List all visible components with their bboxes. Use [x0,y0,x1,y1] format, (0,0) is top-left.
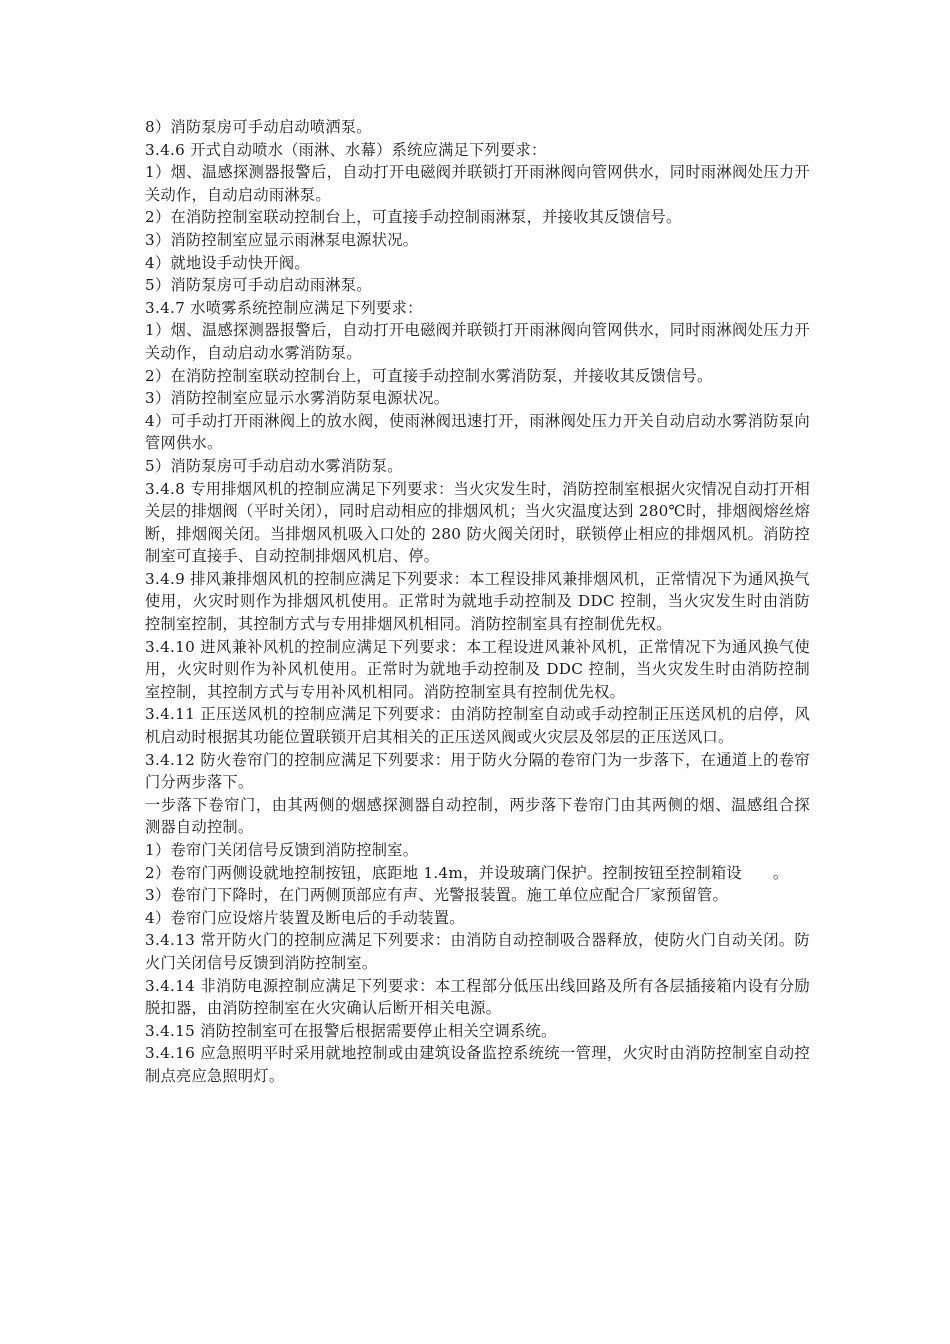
rolling-door-item-3: 3）卷帘门下降时，在门两侧顶部应有声、光警报装置。施工单位应配合厂家预留管。 [145,886,728,905]
deluge-item-3: 3）消防控制室应显示雨淋泵电源状况。 [145,230,419,249]
section-3-4-8: 3.4.8 专用排烟风机的控制应满足下列要求：当火灾发生时，消防控制室根据火灾情况自动打开相关层的排烟阀（平时关闭），同时启动相应的排烟风机；当火灾温度达到 280℃时，排烟阀熔丝熔断，排烟阀关闭。当排烟风机吸入口处的 280 防火阀关闭时，联锁停止相应的排烟风机。消防控制室可直接手、自动控制排烟风机启、停。 [145,479,810,566]
section-3-4-15: 3.4.15 消防控制室可在报警后根据需要停止相关空调系统。 [145,1021,557,1040]
water-mist-item-2: 2）在消防控制室联动控制台上，可直接手动控制水雾消防泵，并接收其反馈信号。 [145,366,713,385]
section-3-4-16: 3.4.16 应急照明平时采用就地控制或由建筑设备监控系统统一管理，火灾时由消防控制室自动控制点亮应急照明灯。 [145,1044,810,1085]
deluge-item-5: 5）消防泵房可手动启动雨淋泵。 [145,276,372,295]
rolling-door-control-note: 一步落下卷帘门，由其两侧的烟感探测器自动控制，两步落下卷帘门由其两侧的烟、温感组合探测器自动控制。 [145,795,810,837]
section-3-4-13: 3.4.13 常开防火门的控制应满足下列要求：由消防自动控制吸合器释放，使防火门自动关闭。防火门关闭信号反馈到消防控制室。 [145,931,810,972]
rolling-door-item-1: 1）卷帘门关闭信号反馈到消防控制室。 [145,841,419,859]
water-mist-item-3: 3）消防控制室应显示水雾消防泵电源状况。 [145,389,450,408]
deluge-item-2: 2）在消防控制室联动控制台上，可直接手动控制雨淋泵，并接收其反馈信号。 [145,208,682,227]
water-mist-item-4: 4）可手动打开雨淋阀上的放水阀，使雨淋阀迅速打开，雨淋阀处压力开关自动启动水雾消防泵向管网供水。 [145,411,810,453]
rolling-door-item-2: 2）卷帘门两侧设就地控制按钮，底距地 1.4m，并设玻璃门保护。控制按钮至控制箱设 。 [145,863,789,882]
section-3-4-10: 3.4.10 进风兼补风机的控制应满足下列要求：本工程设进风兼补风机，正常情况下为通风换气使用，火灾时则作为补风机使用。正常时为就地手动控制及 DDC 控制，当火灾发生时由消防控制室控制，其控制方式与专用补风机相同。消防控制室具有控制优先权。 [145,637,810,701]
item-8-sprinkler-pump: 8）消防泵房可手动启动喷洒泵。 [145,118,372,136]
section-3-4-11: 3.4.11 正压送风机的控制应满足下列要求：由消防控制室自动或手动控制正压送风机的启停，风机启动时根据其功能位置联锁开启其相关的正压送风阀或火灾层及邻层的正压送风口。 [145,705,810,747]
rolling-door-item-4: 4）卷帘门应设熔片装置及断电后的手动装置。 [145,908,465,927]
section-3-4-12: 3.4.12 防火卷帘门的控制应满足下列要求：用于防火分隔的卷帘门为一步落下，在通道上的卷帘门分两步落下。 [145,750,810,792]
document-body [145,116,810,1088]
water-mist-item-5: 5）消防泵房可手动启动水雾消防泵。 [145,456,403,475]
section-3-4-14: 3.4.14 非消防电源控制应满足下列要求：本工程部分低压出线回路及所有各层插接箱内设有分励脱扣器，由消防控制室在火灾确认后断开相关电源。 [145,976,810,1018]
water-mist-item-1: 1）烟、温感探测器报警后，自动打开电磁阀并联锁打开雨淋阀向管网供水，同时雨淋阀处压力开关动作，自动启动水雾消防泵。 [145,321,810,362]
section-3-4-6-heading: 3.4.6 开式自动喷水（雨淋、水幕）系统应满足下列要求： [145,140,547,159]
section-3-4-7-heading: 3.4.7 水喷雾系统控制应满足下列要求： [145,298,423,317]
deluge-item-4: 4）就地设手动快开阀。 [145,253,310,272]
deluge-item-1: 1）烟、温感探测器报警后，自动打开电磁阀并联锁打开雨淋阀向管网供水，同时雨淋阀处压力开关动作，自动启动雨淋泵。 [145,163,810,204]
section-3-4-9: 3.4.9 排风兼排烟风机的控制应满足下列要求：本工程设排风兼排烟风机，正常情况下为通风换气使用，火灾时则作为排烟风机使用。正常时为就地手动控制及 DDC 控制，当火灾发生时由消防控制室控制，其控制方式与专用排烟风机相同。消防控制室具有控制优先权。 [145,569,810,634]
